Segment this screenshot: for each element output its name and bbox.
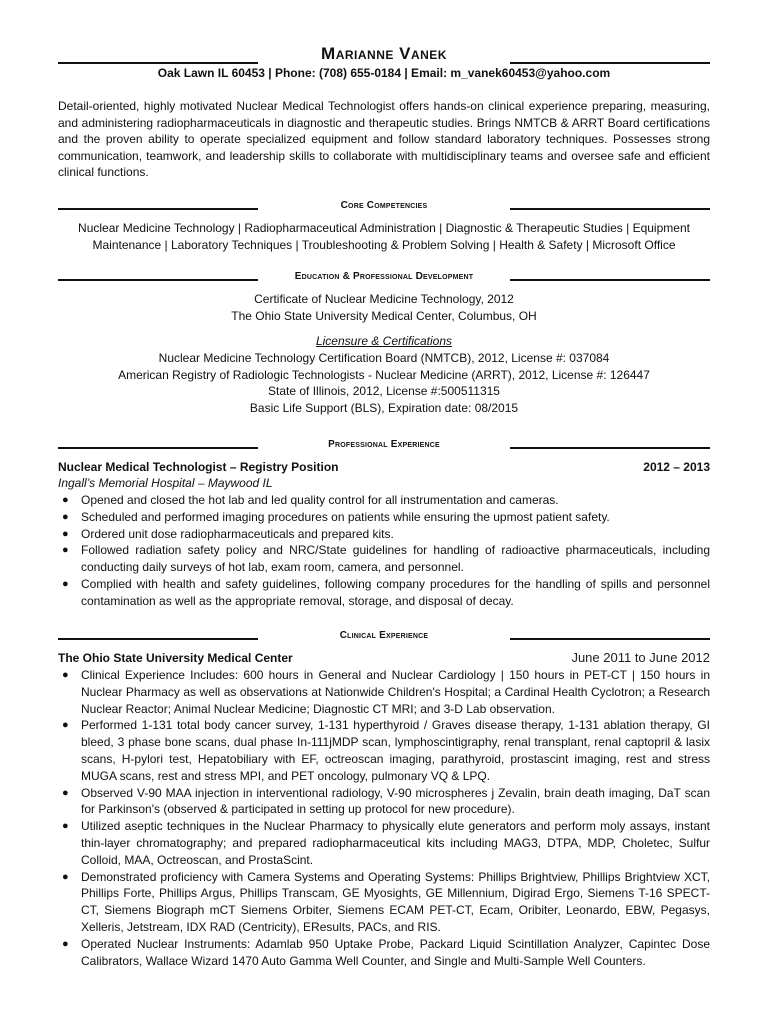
list-item: [58, 869, 710, 936]
job-dates: 2012 – 2013: [643, 460, 710, 474]
bullet-icon: ●: [62, 577, 69, 590]
certificate-line: Certificate of Nuclear Medicine Technology, 2012: [254, 292, 514, 306]
section-title: Education & Professional Development: [294, 271, 474, 282]
divider: [510, 208, 710, 210]
license-line: American Registry of Radiologic Technologists - Nuclear Medicine (ARRT), 2012, License #: 126447: [118, 367, 650, 382]
bullet-icon: ●: [62, 719, 69, 732]
competencies-line: Nuclear Medicine Technology | Radiopharmaceutical Administration | Diagnostic & Therapeutic Studies | Equipment: [78, 221, 690, 235]
bullet-text: Observed V-90 MAA injection in interventional radiology, V-90 microspheres j Zevalin, brain death imaging, DaT scan for Parkinson's (observed & participated in setting up protocol for new procedure).: [81, 785, 710, 817]
bullet-text: Utilized aseptic techniques in the Nuclear Pharmacy to physically elute generators and perform moly assays, instant thin-layer chromatography; and prepared radiopharmaceutical kits including MAG3, DTPA, MDP, Choletec, Sulfur Colloid, MAA, Octreoscan, and ProstaScint.: [81, 819, 710, 867]
list-item: [58, 576, 710, 610]
employer-line: Ingall’s Memorial Hospital – Maywood IL: [58, 476, 273, 490]
divider: [510, 638, 710, 640]
institution-line: The Ohio State University Medical Center, Columbus, OH: [231, 308, 537, 323]
licensure-block: [58, 333, 710, 417]
list-item: [58, 509, 710, 526]
name-header: [58, 44, 710, 66]
license-line: State of Illinois, 2012, License #:500511315: [268, 384, 500, 399]
divider: [510, 279, 710, 281]
core-competencies: [58, 220, 710, 254]
list-item: [58, 785, 710, 819]
section-heading-education: [58, 271, 710, 285]
summary-paragraph: Detail-oriented, highly motivated Nuclear Medical Technologist offers hands-on clinical experience preparing, measuring, and administering radiopharmaceuticals in diagnostic and therapeutic studies. Brings NMTCB & ARRT Board certifications and the proven ability to operate specialized equipment and follow standard laboratory techniques. Possesses strong communication, teamwork, and leadership skills to collaborate with multidisciplinary teams and oversee safe and efficient clinical functions.: [58, 99, 710, 180]
list-item: [58, 492, 710, 509]
bullet-icon: ●: [62, 870, 69, 883]
bullet-text: Clinical Experience Includes: 600 hours in General and Nuclear Cardiology | 150 hours in PET-CT | 150 hours in Nuclear Pharmacy as well as observations at Nationwide Children's Hospital; a Cardinal Health Cyclotron; a Research Nuclear Reactor; Animal Nuclear Medicine; Diagnostic CT MRI; and 3-D Lab observation.: [81, 668, 710, 716]
bullet-icon: ●: [62, 510, 69, 523]
contact-line: Oak Lawn IL 60453 | Phone: (708) 655-0184 | Email: m_vanek60453@yahoo.com: [157, 66, 611, 80]
bullet-text: Ordered unit dose radiopharmaceuticals and prepared kits.: [81, 526, 394, 541]
list-item: [58, 542, 710, 576]
list-item: [58, 936, 710, 970]
experience-bullets: [58, 492, 710, 610]
list-item: [58, 667, 710, 717]
bullet-icon: ●: [62, 669, 69, 681]
divider: [510, 62, 710, 64]
clinical-bullets: [58, 667, 710, 969]
bullet-text: Scheduled and performed imaging procedures on patients while ensuring the upmost patient safety.: [81, 509, 610, 524]
clinical-dates: June 2011 to June 2012: [571, 650, 710, 665]
education-block: [58, 291, 710, 325]
bullet-text: Demonstrated proficiency with Camera Systems and Operating Systems: Phillips Brightview, Phillips Brightview XCT, Phillips Forte, Phillips Argus, Phillips Transcam, GE Myosights, GE Millennium, Digirad Ergo, Siemens T-16 SPECT-CT, Siemens Biograph mCT Siemens Orbiter, Siemens ECAM PET-CT, Ecam, Oribiter, Leonardo, EBW, Pegasys, Xelleris, Jetstream, IDX RAD (Centricity), EResults, PACs, and RIS.: [81, 869, 710, 934]
divider: [510, 447, 710, 449]
section-title: Clinical Experience: [339, 630, 429, 641]
section-heading-core: [58, 200, 710, 214]
competencies-line: Maintenance | Laboratory Techniques | Troubleshooting & Problem Solving | Health & Safety | Microsoft Office: [92, 237, 676, 252]
list-item: [58, 526, 710, 543]
section-title: Professional Experience: [328, 439, 440, 450]
licensure-heading: Licensure & Certifications: [315, 334, 453, 348]
bullet-icon: ●: [62, 820, 69, 833]
bullet-icon: ●: [62, 494, 69, 506]
list-item: [58, 717, 710, 784]
section-heading-experience: [58, 439, 710, 453]
list-item: [58, 818, 710, 868]
bullet-text: Operated Nuclear Instruments: Adamlab 950 Uptake Probe, Packard Liquid Scintillation Analyzer, Capintec Dose Calibrators, Wallace Wizard 1470 Auto Gamma Well Counter, and Single and Multi-Sample Well Counters.: [81, 936, 710, 968]
bullet-text: Performed 1-131 total body cancer survey, 1-131 hyperthyroid / Graves disease therapy, 1-131 ablation therapy, GI bleed, 3 phase bone scans, dual phase In-111jMDP scan, lymphoscintigraphy, renal transplant, renal captopril & lasix scans, H-pylori test, Hepatobiliary with EF, octreoscan imaging, parathyroid, prostascint imaging, rest and stress MUGA scans, rest and stress MPI, and PET oncology, pulmonary VQ & LPQ.: [81, 718, 710, 783]
bullet-text: Opened and closed the hot lab and led quality control for all instrumentation and cameras.: [81, 493, 559, 507]
job-title: Nuclear Medical Technologist – Registry Position: [58, 460, 339, 474]
section-title: Core Competencies: [340, 200, 428, 211]
bullet-icon: ●: [62, 527, 69, 540]
license-line: Basic Life Support (BLS), Expiration date: 08/2015: [249, 401, 519, 416]
bullet-text: Followed radiation safety policy and NRC/State guidelines for handling of radioactive pharmaceuticals, including conducting daily surveys of hot lab, exam room, camera, and personnel.: [81, 543, 710, 575]
clinical-institution: The Ohio State University Medical Center: [58, 651, 293, 665]
bullet-icon: ●: [62, 544, 69, 557]
candidate-name: Marianne Vanek: [321, 44, 447, 63]
bullet-icon: ●: [62, 937, 69, 950]
section-heading-clinical: [58, 630, 710, 644]
bullet-text: Complied with health and safety guidelines, following company procedures for the handling of spills and personnel contamination as well as the appropriate removal, storage, and disposal of decay.: [81, 576, 710, 608]
bullet-icon: ●: [62, 786, 69, 799]
license-line: Nuclear Medicine Technology Certification Board (NMTCB), 2012, License #: 037084: [158, 350, 610, 365]
